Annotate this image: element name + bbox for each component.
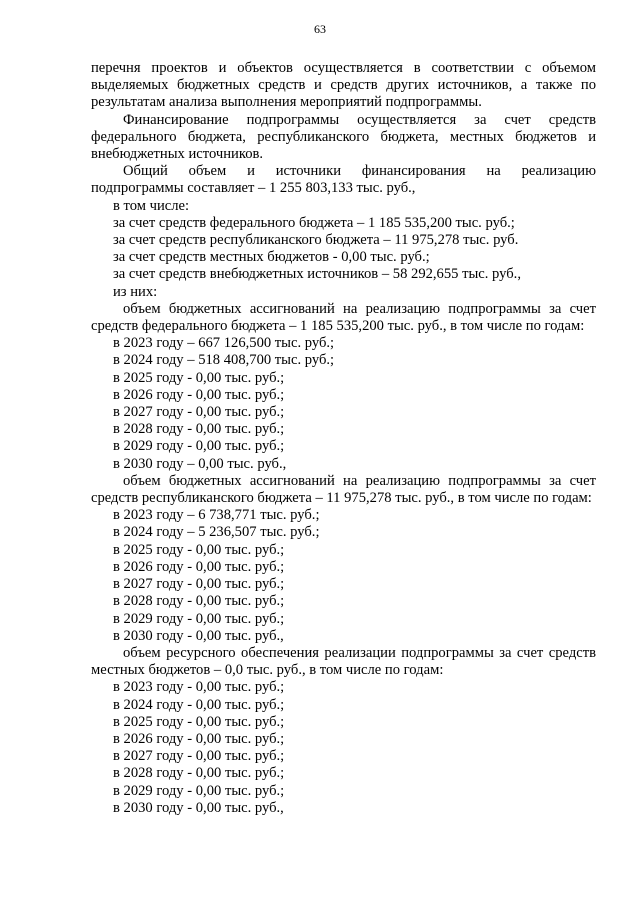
republic-heading: объем бюджетных ассигнований на реализацию подпрограммы за счет средств республиканского бюджета – 11 975,278 тыс. руб., в том числе по годам:: [91, 472, 596, 507]
source-line: из них:: [113, 283, 158, 300]
page-number: 63: [314, 22, 326, 36]
word: объем: [188, 163, 227, 180]
republic-year-line: в 2023 году – 6 738,771 тыс. руб.;: [113, 507, 320, 524]
federal-year-line: в 2030 году – 0,00 тыс. руб.,: [113, 455, 287, 472]
word: на: [486, 163, 501, 180]
federal-year-line: в 2025 году - 0,00 тыс. руб.;: [113, 369, 285, 386]
source-line: в том числе:: [113, 197, 190, 214]
local-year-line: в 2029 году - 0,00 тыс. руб.;: [113, 782, 285, 799]
republic-year-line: в 2028 году - 0,00 тыс. руб.;: [113, 593, 285, 610]
local-year-line: в 2023 году - 0,00 тыс. руб.;: [113, 679, 285, 696]
word: реализацию: [521, 163, 596, 180]
federal-year-line: в 2029 году - 0,00 тыс. руб.;: [113, 438, 285, 455]
federal-year-line: в 2027 году - 0,00 тыс. руб.;: [113, 404, 285, 421]
source-line: за счет средств республиканского бюджета – 11 975,278 тыс. руб.: [113, 232, 519, 249]
source-line: за счет средств федерального бюджета – 1 185 535,200 тыс. руб.;: [113, 214, 515, 231]
republic-year-line: в 2025 году - 0,00 тыс. руб.;: [113, 541, 285, 558]
republic-year-line: в 2027 году - 0,00 тыс. руб.;: [113, 576, 285, 593]
federal-year-line: в 2026 году - 0,00 тыс. руб.;: [113, 386, 285, 403]
republic-year-line: в 2030 году - 0,00 тыс. руб.,: [113, 627, 284, 644]
republic-year-line: в 2029 году - 0,00 тыс. руб.;: [113, 610, 285, 627]
document-body: [91, 60, 596, 817]
local-heading: объем ресурсного обеспечения реализации подпрограммы за счет средств местных бюджетов – 0,0 тыс. руб., в том числе по годам:: [91, 644, 596, 679]
total-volume-line: [91, 163, 596, 180]
federal-year-line: в 2028 году - 0,00 тыс. руб.;: [113, 421, 285, 438]
federal-year-line: в 2024 году – 518 408,700 тыс. руб.;: [113, 352, 335, 369]
local-year-line: в 2030 году - 0,00 тыс. руб.,: [113, 799, 284, 816]
republic-year-line: в 2024 году – 5 236,507 тыс. руб.;: [113, 524, 320, 541]
intro-paragraph: перечня проектов и объектов осуществляется в соответствии с объемом выделяемых бюджетных средств и средств других источников, а также по результатам анализа выполнения мероприятий подпрограммы.: [91, 60, 596, 111]
federal-year-line: в 2023 году – 667 126,500 тыс. руб.;: [113, 335, 335, 352]
local-year-line: в 2027 году - 0,00 тыс. руб.;: [113, 748, 285, 765]
financing-paragraph: Финансирование подпрограммы осуществляется за счет средств федерального бюджета, республиканского бюджета, местных бюджетов и внебюджетных источников.: [91, 111, 596, 163]
local-year-line: в 2025 году - 0,00 тыс. руб.;: [113, 713, 285, 730]
word: и: [247, 163, 255, 180]
source-line: за счет средств местных бюджетов - 0,00 тыс. руб.;: [113, 249, 430, 266]
local-year-line: в 2026 году - 0,00 тыс. руб.;: [113, 730, 285, 747]
word: Общий: [123, 163, 168, 180]
local-year-line: в 2024 году - 0,00 тыс. руб.;: [113, 696, 285, 713]
federal-heading: объем бюджетных ассигнований на реализацию подпрограммы за счет средств федерального бюджета – 1 185 535,200 тыс. руб., в том числе по годам:: [91, 300, 596, 335]
total-volume-amount: подпрограммы составляет – 1 255 803,133 тыс. руб.,: [91, 180, 416, 197]
local-year-line: в 2028 году - 0,00 тыс. руб.;: [113, 765, 285, 782]
word: финансирования: [361, 163, 466, 180]
republic-year-line: в 2026 году - 0,00 тыс. руб.;: [113, 558, 285, 575]
word: источники: [275, 163, 342, 180]
source-line: за счет средств внебюджетных источников – 58 292,655 тыс. руб.,: [113, 266, 521, 283]
